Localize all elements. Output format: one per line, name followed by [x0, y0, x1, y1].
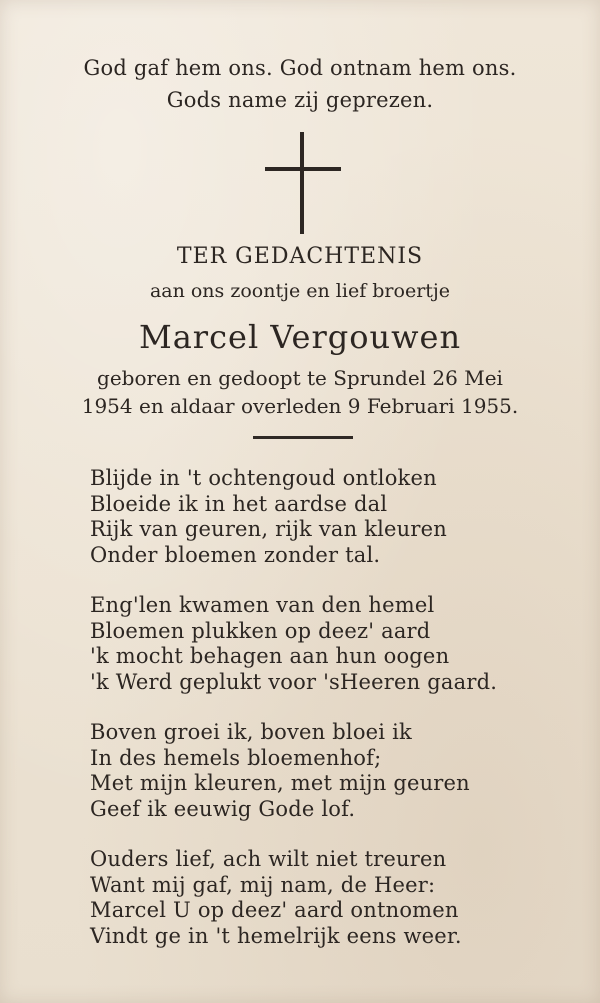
poem-line: Rijk van geuren, rijk van kleuren: [90, 517, 447, 541]
poem-line: Want mij gaf, mij nam, de Heer:: [90, 872, 436, 897]
poem-stanza-2: [90, 593, 560, 695]
memorial-subheading: aan ons zoontje en lief broertje: [149, 280, 451, 302]
poem-line: Boven groei ik, boven bloei ik: [90, 720, 412, 744]
top-motto-line-1: God gaf hem ons. God ontnam hem ons.: [83, 56, 517, 80]
poem-line: Ouders lief, ach wilt niet treuren: [90, 847, 447, 871]
poem-line: 'k Werd geplukt voor 'sHeeren gaard.: [90, 669, 498, 694]
poem-line: Geef ik eeuwig Gode lof.: [90, 796, 356, 821]
poem-line: In des hemels bloemenhof;: [90, 745, 382, 770]
cross-vertical-bar: [300, 132, 304, 234]
poem-line: Marcel U op deez' aard ontnomen: [90, 898, 459, 922]
poem-stanza-1: [90, 466, 560, 568]
poem-line: Blijde in 't ochtengoud ontloken: [90, 466, 437, 490]
poem-line: Bloemen plukken op deez' aard: [90, 618, 431, 643]
cross-horizontal-bar: [265, 167, 341, 171]
poem-line: Bloeide ik in het aardse dal: [90, 491, 388, 516]
poem-line: 'k mocht behagen aan hun oogen: [90, 644, 450, 668]
deceased-name: Marcel Vergouwen: [138, 318, 462, 356]
poem-line: Eng'len kwamen van den hemel: [90, 593, 435, 617]
memorial-heading: TER GEDACHTENIS: [176, 244, 424, 269]
top-motto-line-2: Gods name zij geprezen.: [166, 88, 434, 112]
birth-death-line-1: geboren en gedoopt te Sprundel 26 Mei: [97, 366, 503, 390]
birth-death-line-2: 1954 en aldaar overleden 9 Februari 1955.: [81, 394, 519, 418]
poem-line: Onder bloemen zonder tal.: [90, 542, 381, 567]
poem-stanza-3: [90, 720, 560, 822]
poem-stanza-4: [90, 847, 560, 949]
cross-icon: [265, 132, 341, 234]
section-divider: [253, 436, 353, 439]
poem-line: Vindt ge in 't hemelrijk eens weer.: [90, 923, 462, 948]
poem-line: Met mijn kleuren, met mijn geuren: [90, 771, 470, 795]
